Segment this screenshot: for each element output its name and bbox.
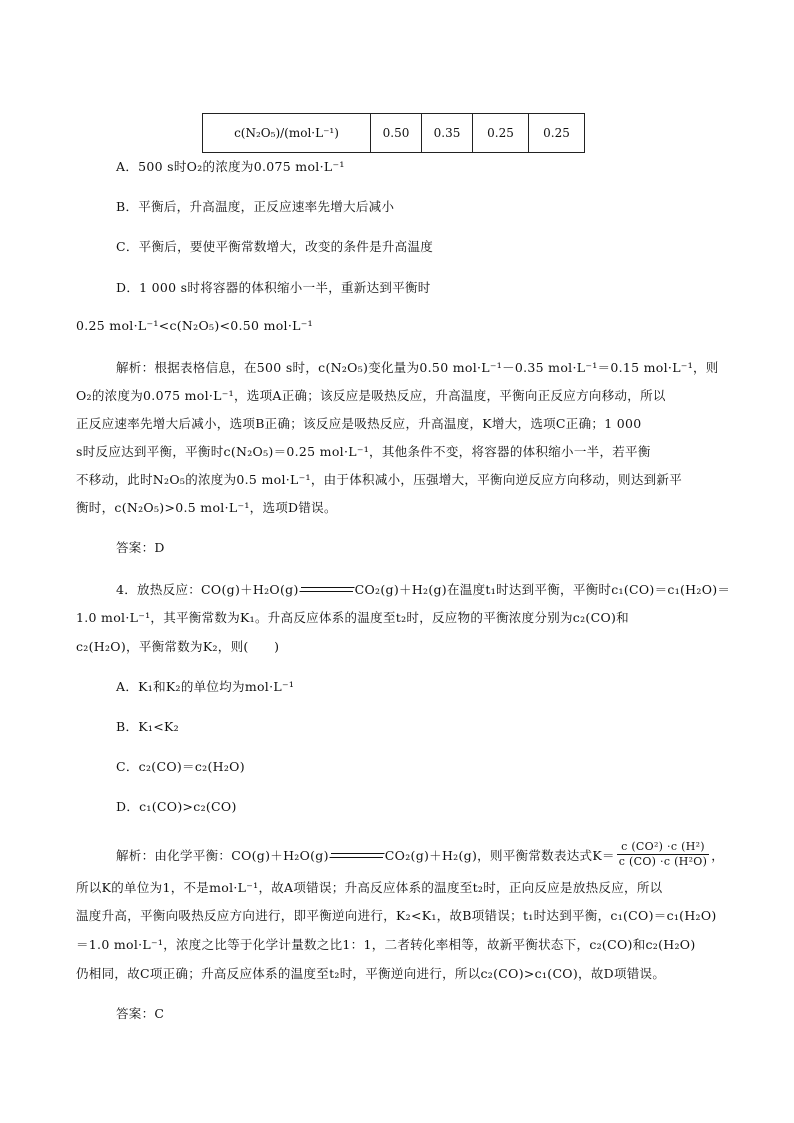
q3-analysis-line: 解析：根据表格信息，在500 s时，c(N₂O₅)变化量为0.50 mol·L⁻¹－0.35 mol·L⁻¹＝0.15 mol·L⁻¹，则 — [116, 360, 719, 375]
table-cell: 0.25 — [473, 114, 529, 153]
q3-option-b: B．平衡后，升高温度，正反应速率先增大后减小 — [116, 199, 395, 214]
equilibrium-arrow-icon — [331, 851, 383, 863]
table-cell: 0.50 — [371, 114, 422, 153]
fraction-denominator: c (CO) ·c (H²O) — [618, 855, 708, 868]
table-cell: 0.35 — [422, 114, 473, 153]
q4-stem-part: 4．放热反应：CO(g)＋H₂O(g) — [116, 582, 299, 597]
q4-option-a: A．K₁和K₂的单位均为mol·L⁻¹ — [116, 679, 295, 694]
q4-analysis-line: ＝1.0 mol·L⁻¹，浓度之比等于化学计量数之比1：1，二者转化率相等，故新平衡状态下，c₂(CO)和c₂(H₂O) — [76, 937, 696, 952]
table-header-cell: c(N₂O₅)/(mol·L⁻¹) — [203, 114, 371, 153]
q3-answer: 答案：D — [116, 540, 165, 555]
equilibrium-constant-fraction — [617, 840, 709, 869]
q3-option-a: A．500 s时O₂的浓度为0.075 mol·L⁻¹ — [116, 159, 345, 174]
table-cell: 0.25 — [529, 114, 585, 153]
q3-analysis-line: 正反应速率先增大后减小，选项B正确；该反应是吸热反应，升高温度，K增大，选项C正确；1 000 — [76, 416, 642, 431]
q3-option-c: C．平衡后，要使平衡常数增大，改变的条件是升高温度 — [116, 239, 434, 254]
q3-analysis-line: s时反应达到平衡，平衡时c(N₂O₅)＝0.25 mol·L⁻¹，其他条件不变，将容器的体积缩小一半，若平衡 — [76, 444, 651, 459]
q4-option-d: D．c₁(CO)>c₂(CO) — [116, 799, 237, 814]
q4-option-c: C．c₂(CO)＝c₂(H₂O) — [116, 759, 245, 774]
fraction-numerator: c (CO²) ·c (H²) — [617, 840, 709, 855]
table-row — [203, 114, 585, 153]
q4-option-b: B．K₁<K₂ — [116, 719, 179, 734]
q4-answer: 答案：C — [116, 1006, 165, 1021]
q3-analysis-line: 不移动，此时N₂O₅的浓度为0.5 mol·L⁻¹，由于体积减小，压强增大，平衡向逆反应方向移动，则达到新平 — [76, 472, 683, 487]
q3-analysis-line: 衡时，c(N₂O₅)>0.5 mol·L⁻¹，选项D错误。 — [76, 500, 337, 515]
q4-stem-line-3: c₂(H₂O)，平衡常数为K₂，则( ) — [76, 639, 280, 654]
concentration-table — [202, 113, 585, 153]
q4-stem-line-2: 1.0 mol·L⁻¹，其平衡常数为K₁。升高反应体系的温度至t₂时，反应物的平衡浓度分别为c₂(CO)和 — [76, 610, 629, 625]
q3-option-d: D．1 000 s时将容器的体积缩小一半，重新达到平衡时 — [116, 280, 431, 295]
q4-analysis-line-0 — [116, 842, 724, 871]
q3-analysis-line: O₂的浓度为0.075 mol·L⁻¹，选项A正确；该反应是吸热反应，升高温度，平衡向正反应方向移动，所以 — [76, 388, 666, 403]
equilibrium-arrow-icon — [301, 585, 353, 597]
q4-analysis-line: 仍相同，故C项正确；升高反应体系的温度至t₂时，平衡逆向进行，所以c₂(CO)>c₁(CO)，故D项错误。 — [76, 966, 666, 981]
q4-analysis-part: CO₂(g)＋H₂(g)，则平衡常数表达式K＝ — [384, 848, 615, 863]
q4-analysis-part: ， — [711, 848, 725, 863]
q4-analysis-line: 所以K的单位为1，不是mol·L⁻¹，故A项错误；升高反应体系的温度至t₂时，正向反应是放热反应，所以 — [76, 880, 663, 895]
q4-analysis-part: 解析：由化学平衡：CO(g)＋H₂O(g) — [116, 848, 329, 863]
q3-option-d-continued: 0.25 mol·L⁻¹<c(N₂O₅)<0.50 mol·L⁻¹ — [76, 318, 313, 333]
q4-analysis-line: 温度升高，平衡向吸热反应方向进行，即平衡逆向进行，K₂<K₁，故B项错误；t₁时达到平衡，c₁(CO)＝c₁(H₂O) — [76, 908, 717, 923]
q4-stem-line-1 — [116, 580, 730, 598]
q4-stem-part: CO₂(g)＋H₂(g)在温度t₁时达到平衡，平衡时c₁(CO)＝c₁(H₂O)＝ — [354, 582, 731, 597]
